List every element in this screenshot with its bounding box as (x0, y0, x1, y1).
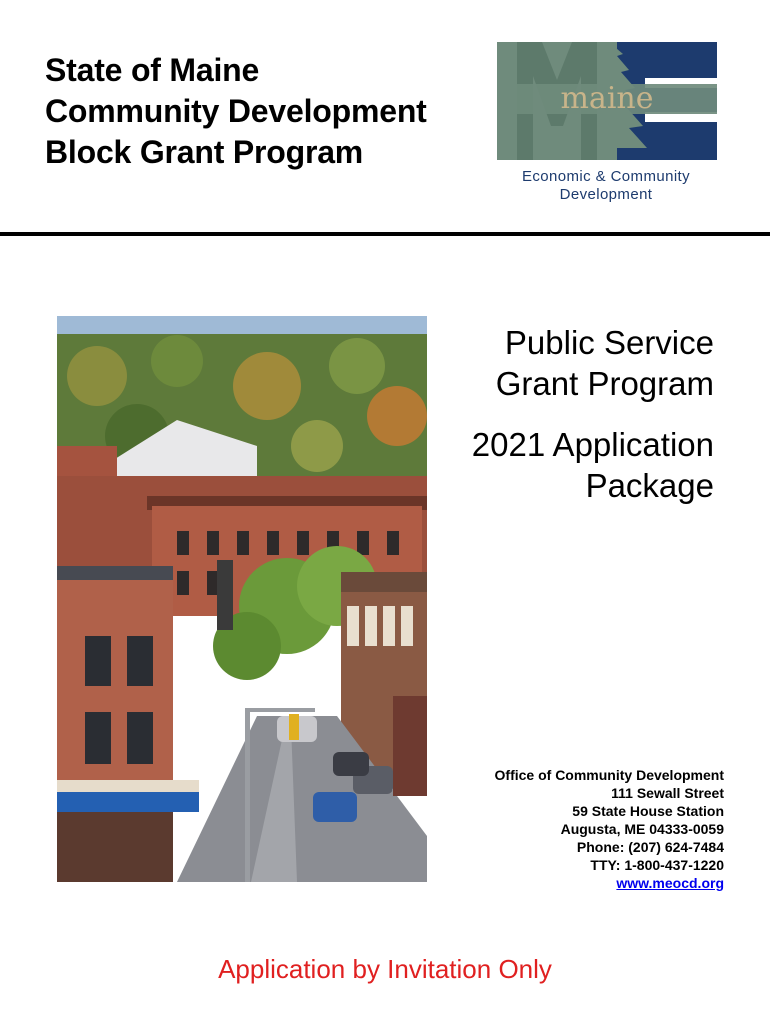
package-title (472, 424, 714, 506)
program-title-line-2: Grant Program (495, 365, 714, 402)
logo-caption-line-2: Development (559, 186, 653, 203)
invitation-notice: Application by Invitation Only (218, 954, 552, 984)
phone-number: Phone: (207) 624-7484 (576, 839, 724, 855)
package-title-line-1: 2021 Application (471, 426, 714, 463)
program-title-line-1: Public Service (504, 324, 714, 361)
header-divider (0, 232, 770, 236)
logo-wordmark: maine (560, 81, 654, 116)
office-name: Office of Community Development (494, 767, 724, 783)
contact-block (495, 766, 724, 892)
logo-caption (488, 168, 724, 204)
tty-number: TTY: 1-800-437-1220 (590, 857, 724, 873)
logo-caption-line-1: Economic & Community (521, 168, 691, 185)
station-address: 59 State House Station (572, 803, 724, 819)
program-title (496, 322, 714, 404)
city-address: Augusta, ME 04333-0059 (560, 821, 724, 837)
website-link[interactable]: www.meocd.org (616, 875, 724, 891)
town-street-photo (57, 316, 427, 882)
package-title-line-2: Package (585, 467, 714, 504)
title-line-1: State of Maine (45, 52, 260, 88)
title-line-3: Block Grant Program (45, 134, 364, 170)
page-title (45, 50, 427, 173)
title-line-2: Community Development (45, 93, 427, 129)
street-address: 111 Sewall Street (611, 785, 724, 801)
